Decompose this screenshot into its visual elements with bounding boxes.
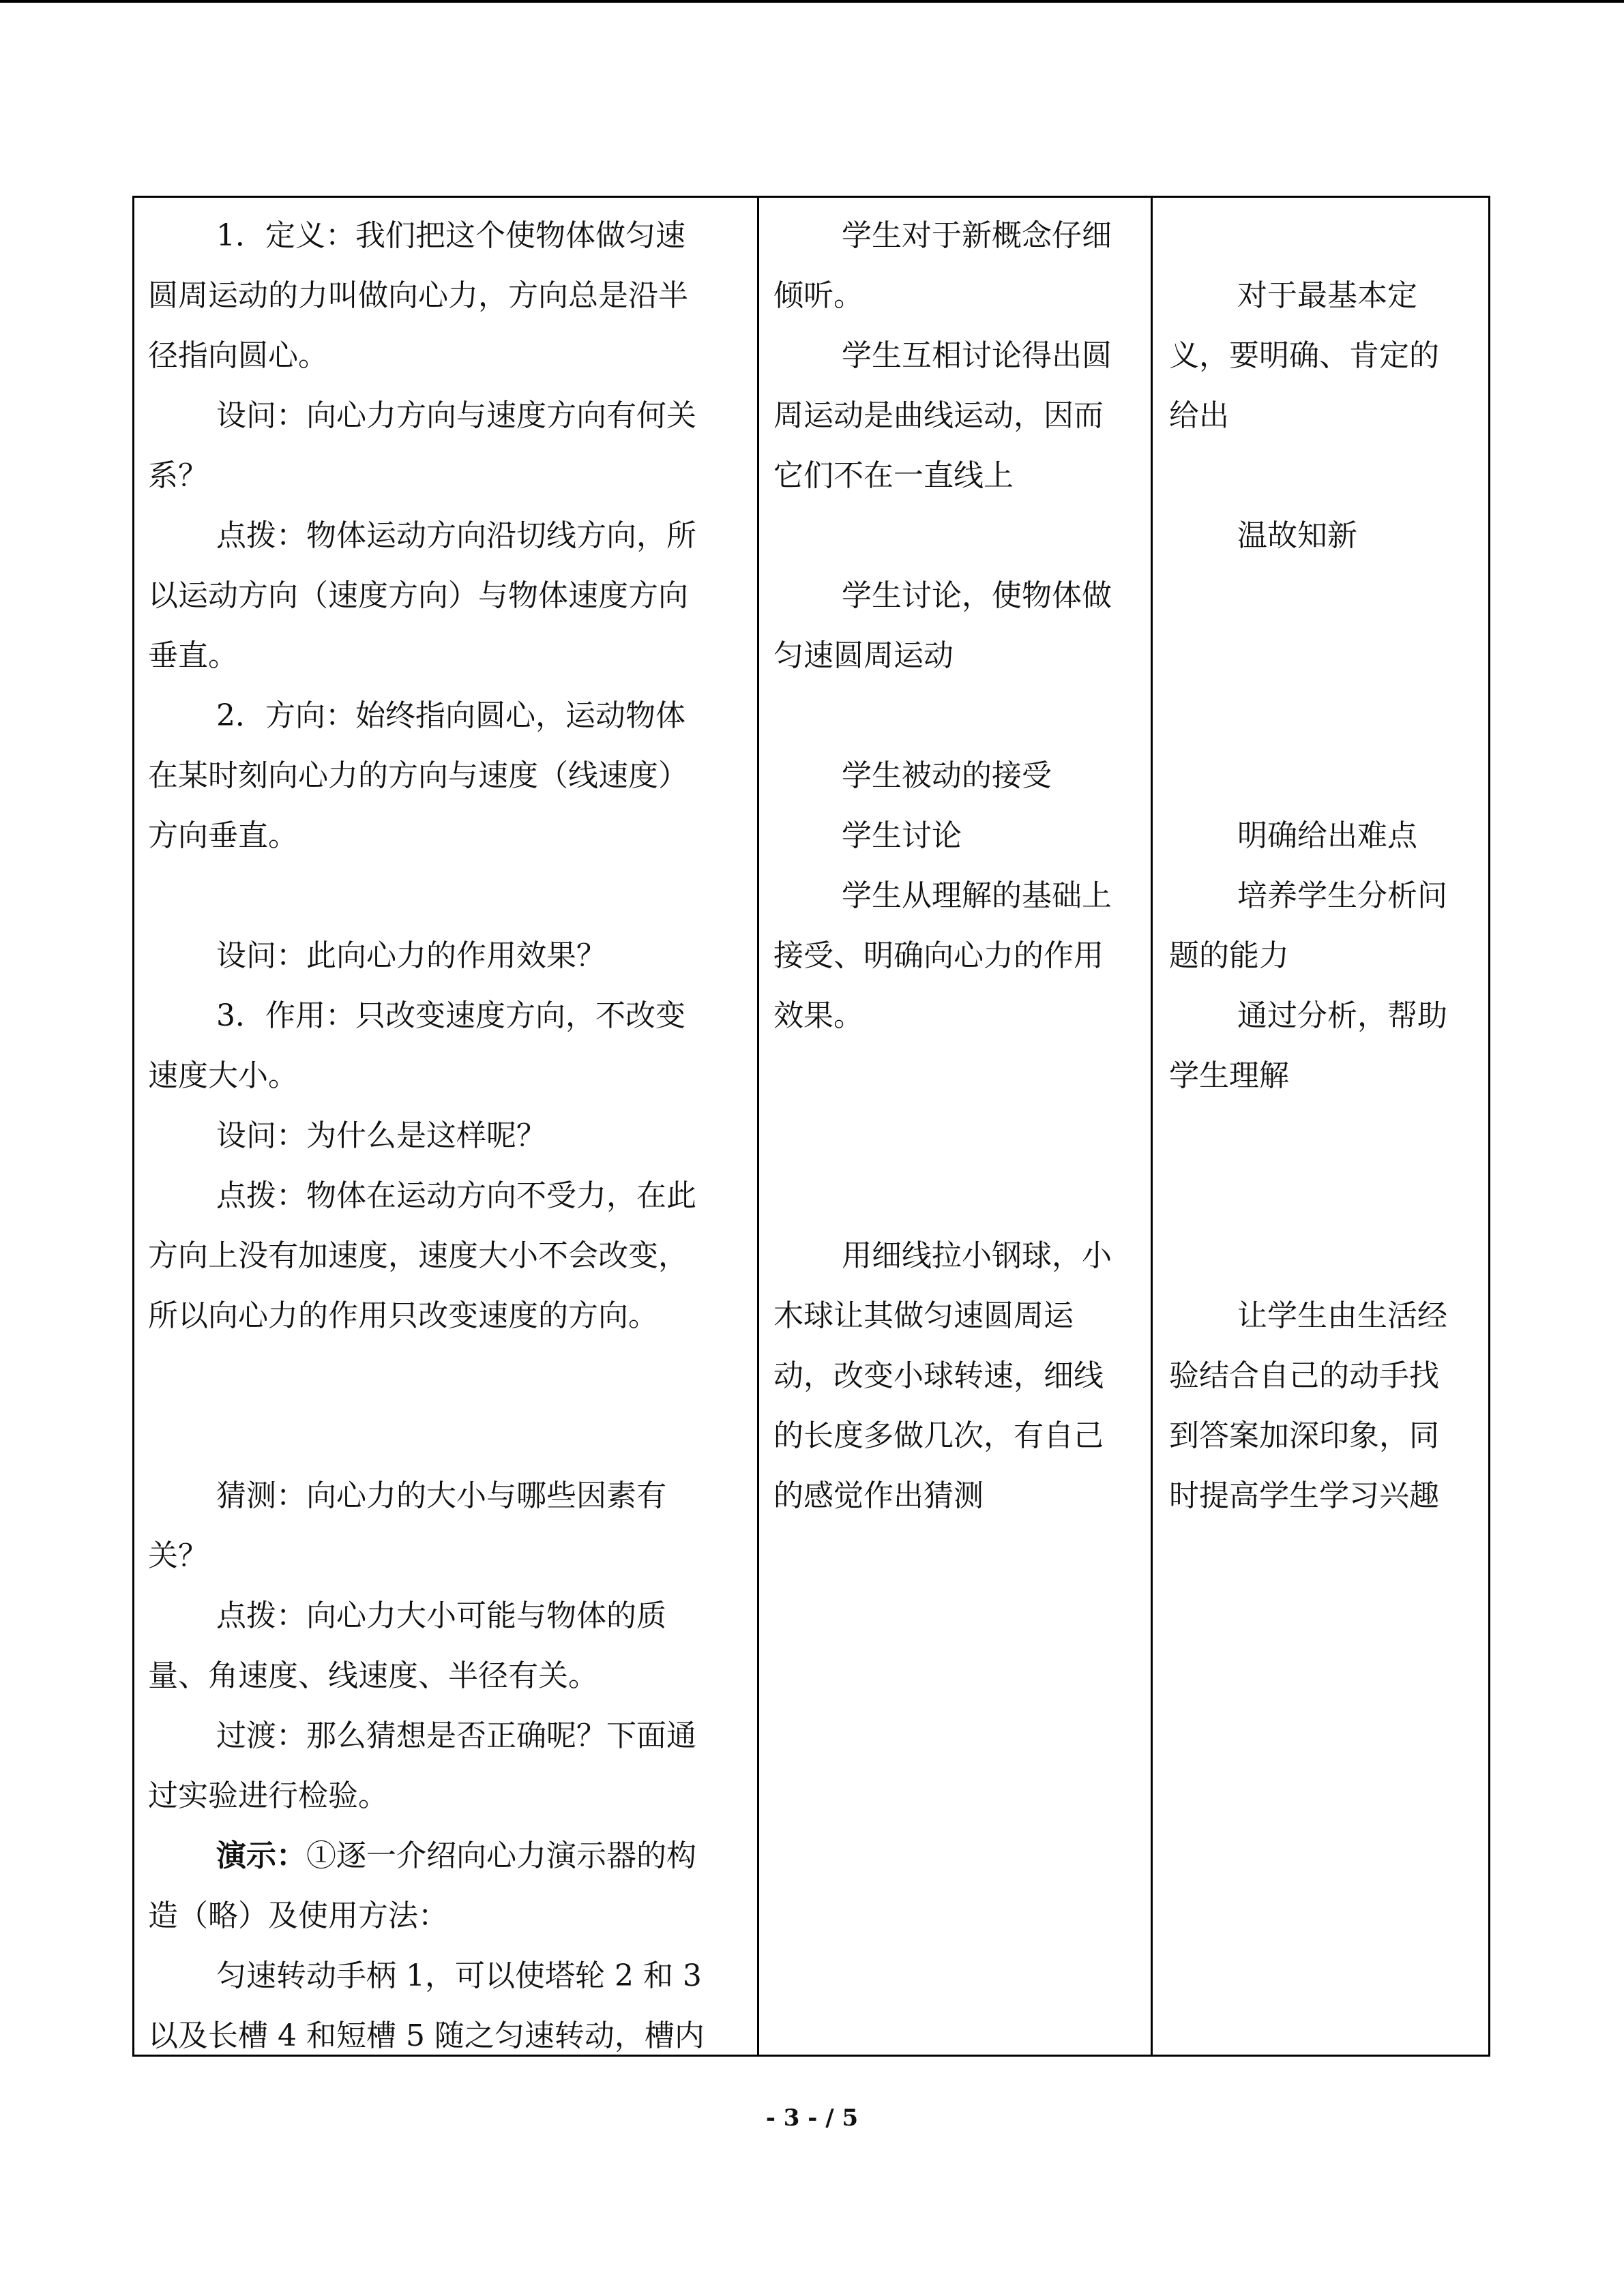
col3-line: 时提高学生学习兴趣 [1169, 1478, 1439, 1513]
col1-line: 3．作用：只改变速度方向，不改变 [216, 998, 685, 1033]
col3-line: 学生理解 [1169, 1058, 1289, 1093]
col2-line: 学生被动的接受 [842, 758, 1052, 793]
col3-line: 对于最基本定 [1237, 278, 1417, 313]
col3-line: 培养学生分析问 [1237, 878, 1447, 913]
col2-line: 效果。 [773, 998, 863, 1033]
col1-line: 点拨：物体运动方向沿切线方向，所 [216, 518, 696, 553]
col3-line: 温故知新 [1237, 518, 1357, 553]
col3-line: 给出 [1169, 398, 1229, 433]
col2-line: 倾听。 [773, 278, 863, 313]
col1-line: 造（略）及使用方法： [148, 1898, 448, 1933]
col1-line: 圆周运动的力叫做向心力，方向总是沿半 [148, 278, 688, 313]
column-divider-1 [757, 198, 759, 2055]
col1-line: 径指向圆心。 [148, 338, 328, 373]
col1-line: 设问：向心力方向与速度方向有何关 [216, 398, 696, 433]
col2-line: 学生讨论 [842, 818, 962, 853]
col1-line: 速度大小。 [148, 1058, 298, 1093]
col1-line: 系？ [148, 458, 208, 493]
page-number: - 3 - / 5 [765, 2104, 859, 2132]
col3-line: 明确给出难点 [1237, 818, 1417, 853]
col1-line: 以及长槽 4 和短槽 5 随之匀速转动，槽内 [148, 2018, 705, 2053]
col2-line: 学生从理解的基础上 [842, 878, 1112, 913]
col1-line: 设问：为什么是这样呢？ [216, 1118, 546, 1153]
top-border-rule [0, 0, 1624, 3]
col2-line: 学生互相讨论得出圆 [842, 338, 1112, 373]
col3-line: 验结合自己的动手找 [1169, 1358, 1439, 1393]
col1-line [148, 1826, 696, 1886]
col2-line: 的长度多做几次，有自己 [773, 1418, 1104, 1453]
col2-line: 动，改变小球转速，细线 [773, 1358, 1104, 1393]
col2-line: 接受、明确向心力的作用 [773, 938, 1104, 973]
col1-line: 过实验进行检验。 [148, 1778, 388, 1813]
col2-line: 匀速圆周运动 [773, 638, 954, 673]
line-rest: ①逐一介绍向心力演示器的构 [306, 1838, 696, 1873]
col1-line: 1．定义：我们把这个使物体做匀速 [216, 218, 685, 253]
col1-line: 量、角速度、线速度、半径有关。 [148, 1658, 598, 1693]
col1-line: 设问：此向心力的作用效果？ [216, 938, 606, 973]
col1-line: 2．方向：始终指向圆心，运动物体 [216, 698, 685, 733]
col1-line: 点拨：向心力大小可能与物体的质 [216, 1598, 666, 1633]
col2-line: 周运动是曲线运动，因而 [773, 398, 1104, 433]
col1-line: 垂直。 [148, 638, 238, 673]
column-divider-2 [1151, 198, 1153, 2055]
col3-line: 让学生由生活经 [1237, 1298, 1447, 1333]
col1-line: 以运动方向（速度方向）与物体速度方向 [148, 578, 688, 613]
col1-line: 关？ [148, 1538, 208, 1573]
col3-line: 到答案加深印象，同 [1169, 1418, 1439, 1453]
col2-line: 的感觉作出猜测 [773, 1478, 984, 1513]
col1-line: 所以向心力的作用只改变速度的方向。 [148, 1298, 658, 1333]
col3-line: 题的能力 [1169, 938, 1289, 973]
col2-line: 用细线拉小钢球，小 [842, 1238, 1112, 1273]
col2-line: 木球让其做匀速圆周运 [773, 1298, 1074, 1333]
col2-line: 学生对于新概念仔细 [842, 218, 1112, 253]
lesson-table [132, 196, 1490, 2057]
col1-line: 猜测：向心力的大小与哪些因素有 [216, 1478, 666, 1513]
col1-line: 过渡：那么猜想是否正确呢？下面通 [216, 1718, 696, 1753]
col3-line: 通过分析，帮助 [1237, 998, 1447, 1033]
col1-line: 在某时刻向心力的方向与速度（线速度） [148, 758, 688, 793]
bold-prefix: 演示： [216, 1838, 306, 1873]
col2-line: 学生讨论，使物体做 [842, 578, 1112, 613]
col2-line: 它们不在一直线上 [773, 458, 1014, 493]
col1-line: 点拨：物体在运动方向不受力，在此 [216, 1178, 696, 1213]
col3-line: 义，要明确、肯定的 [1169, 338, 1439, 373]
col1-line: 匀速转动手柄 1，可以使塔轮 2 和 3 [216, 1958, 702, 1993]
col1-line: 方向垂直。 [148, 818, 298, 853]
col1-line: 方向上没有加速度，速度大小不会改变， [148, 1238, 688, 1273]
